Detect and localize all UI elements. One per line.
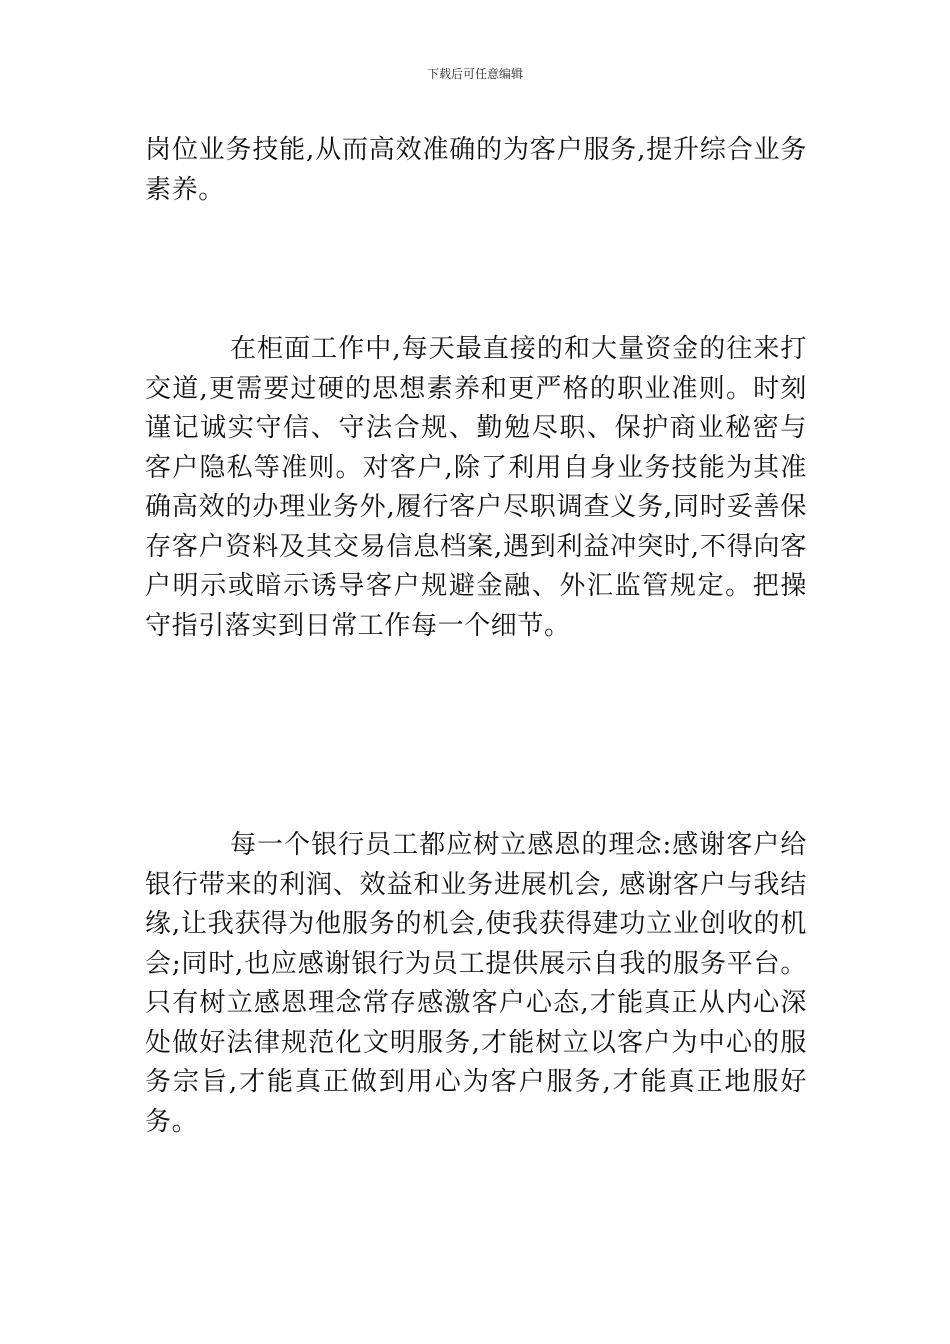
- paragraph-3: 每一个银行员工都应树立感恩的理念:感谢客户给银行带来的利润、效益和业务进展机会, 感谢客户与我结缘,让我获得为他服务的机会,使我获得建功立业创收的机会;同时,也应感谢银行为员工提供展示自我的服务平台。只有树立感恩理念常存感激客户心态,才能真正从内心深处做好法律规范化文明服务,才能树立以客户为中心的服务宗旨,才能真正做到用心为客户服务,才能真正地服好务。: [145, 830, 807, 1137]
- paragraph-1: 岗位业务技能,从而高效准确的为客户服务,提升综合业务素养。: [145, 135, 807, 205]
- paragraph-2: 在柜面工作中,每天最直接的和大量资金的往来打交道,更需要过硬的思想素养和更严格的职业准则。时刻谨记诚实守信、守法合规、勤勉尽职、保护商业秘密与客户隐私等准则。对客户,除了利用自身业务技能为其准确高效的办理业务外,履行客户尽职调查义务,同时妥善保存客户资料及其交易信息档案,遇到利益冲突时,不得向客户明示或暗示诱导客户规避金融、外汇监管规定。把操守指引落实到日常工作每一个细节。: [145, 334, 807, 641]
- header-note: 下载后可任意编辑: [426, 67, 523, 81]
